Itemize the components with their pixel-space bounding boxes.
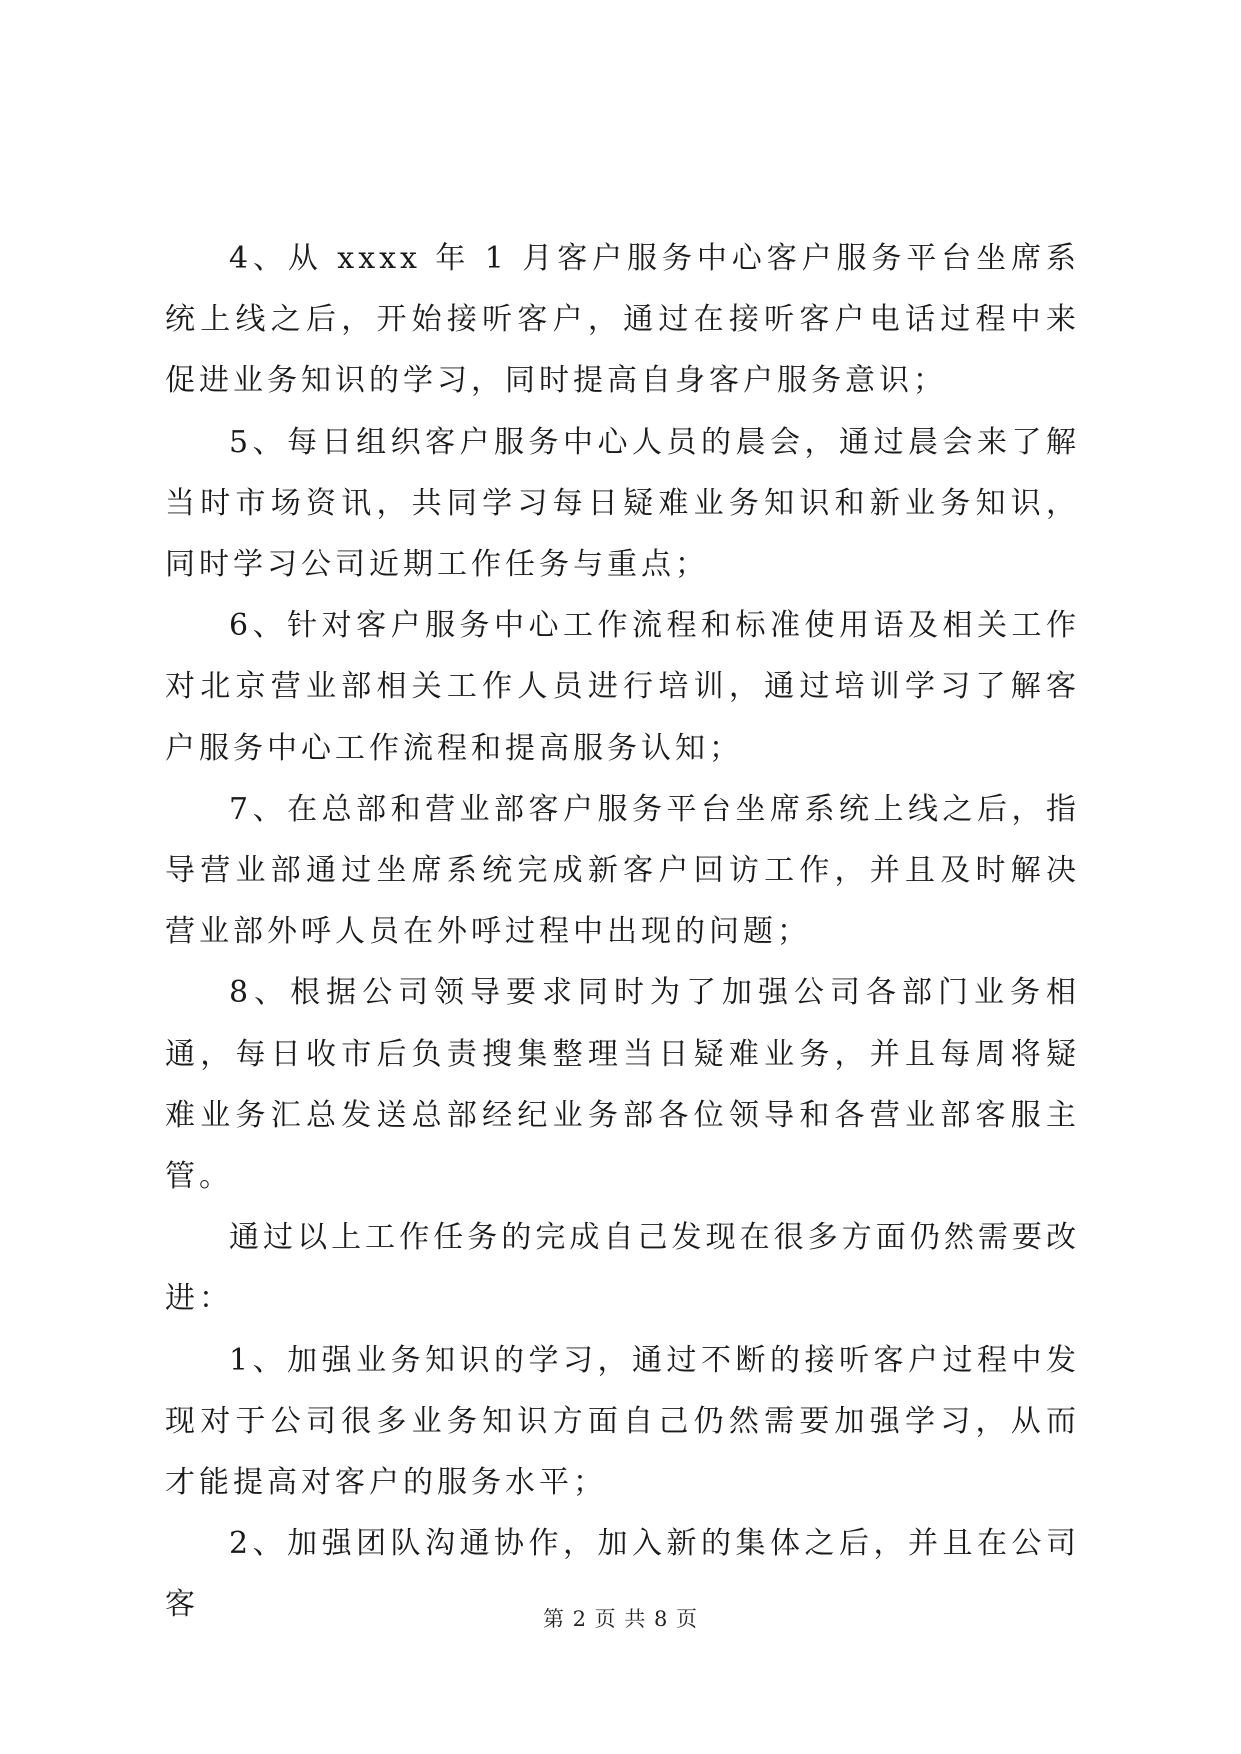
document-body [165, 228, 1080, 1636]
paragraph-improvement-intro: 通过以上工作任务的完成自己发现在很多方面仍然需要改进： [165, 1220, 1080, 1317]
paragraph-improvement-2: 2、加强团队沟通协作，加入新的集体之后，并且在公司客 [165, 1526, 1080, 1623]
paragraph-improvement-1: 1、加强业务知识的学习，通过不断的接听客户过程中发现对于公司很多业务知识方面自己仍然需要加强学习，从而才能提高对客户的服务水平； [165, 1342, 1080, 1501]
paragraph-item-4: 4、从 xxxx 年 1 月客户服务中心客户服务平台坐席系统上线之后，开始接听客户，通过在接听客户电话过程中来促进业务知识的学习，同时提高自身客户服务意识； [165, 241, 1080, 399]
paragraph-item-7: 7、在总部和营业部客户服务平台坐席系统上线之后，指导营业部通过坐席系统完成新客户回访工作，并且及时解决营业部外呼人员在外呼过程中出现的问题； [165, 791, 1080, 950]
paragraph-item-6: 6、针对客户服务中心工作流程和标准使用语及相关工作对北京营业部相关工作人员进行培训，通过培训学习了解客户服务中心工作流程和提高服务认知； [165, 608, 1080, 766]
paragraph-item-5: 5、每日组织客户服务中心人员的晨会，通过晨会来了解当时市场资讯，共同学习每日疑难业务知识和新业务知识，同时学习公司近期工作任务与重点； [165, 424, 1080, 583]
paragraph-item-8: 8、根据公司领导要求同时为了加强公司各部门业务相通，每日收市后负责搜集整理当日疑难业务，并且每周将疑难业务汇总发送总部经纪业务部各位领导和各营业部客服主管。 [165, 975, 1080, 1195]
page-number-footer: 第 2 页 共 8 页 [542, 1607, 699, 1631]
